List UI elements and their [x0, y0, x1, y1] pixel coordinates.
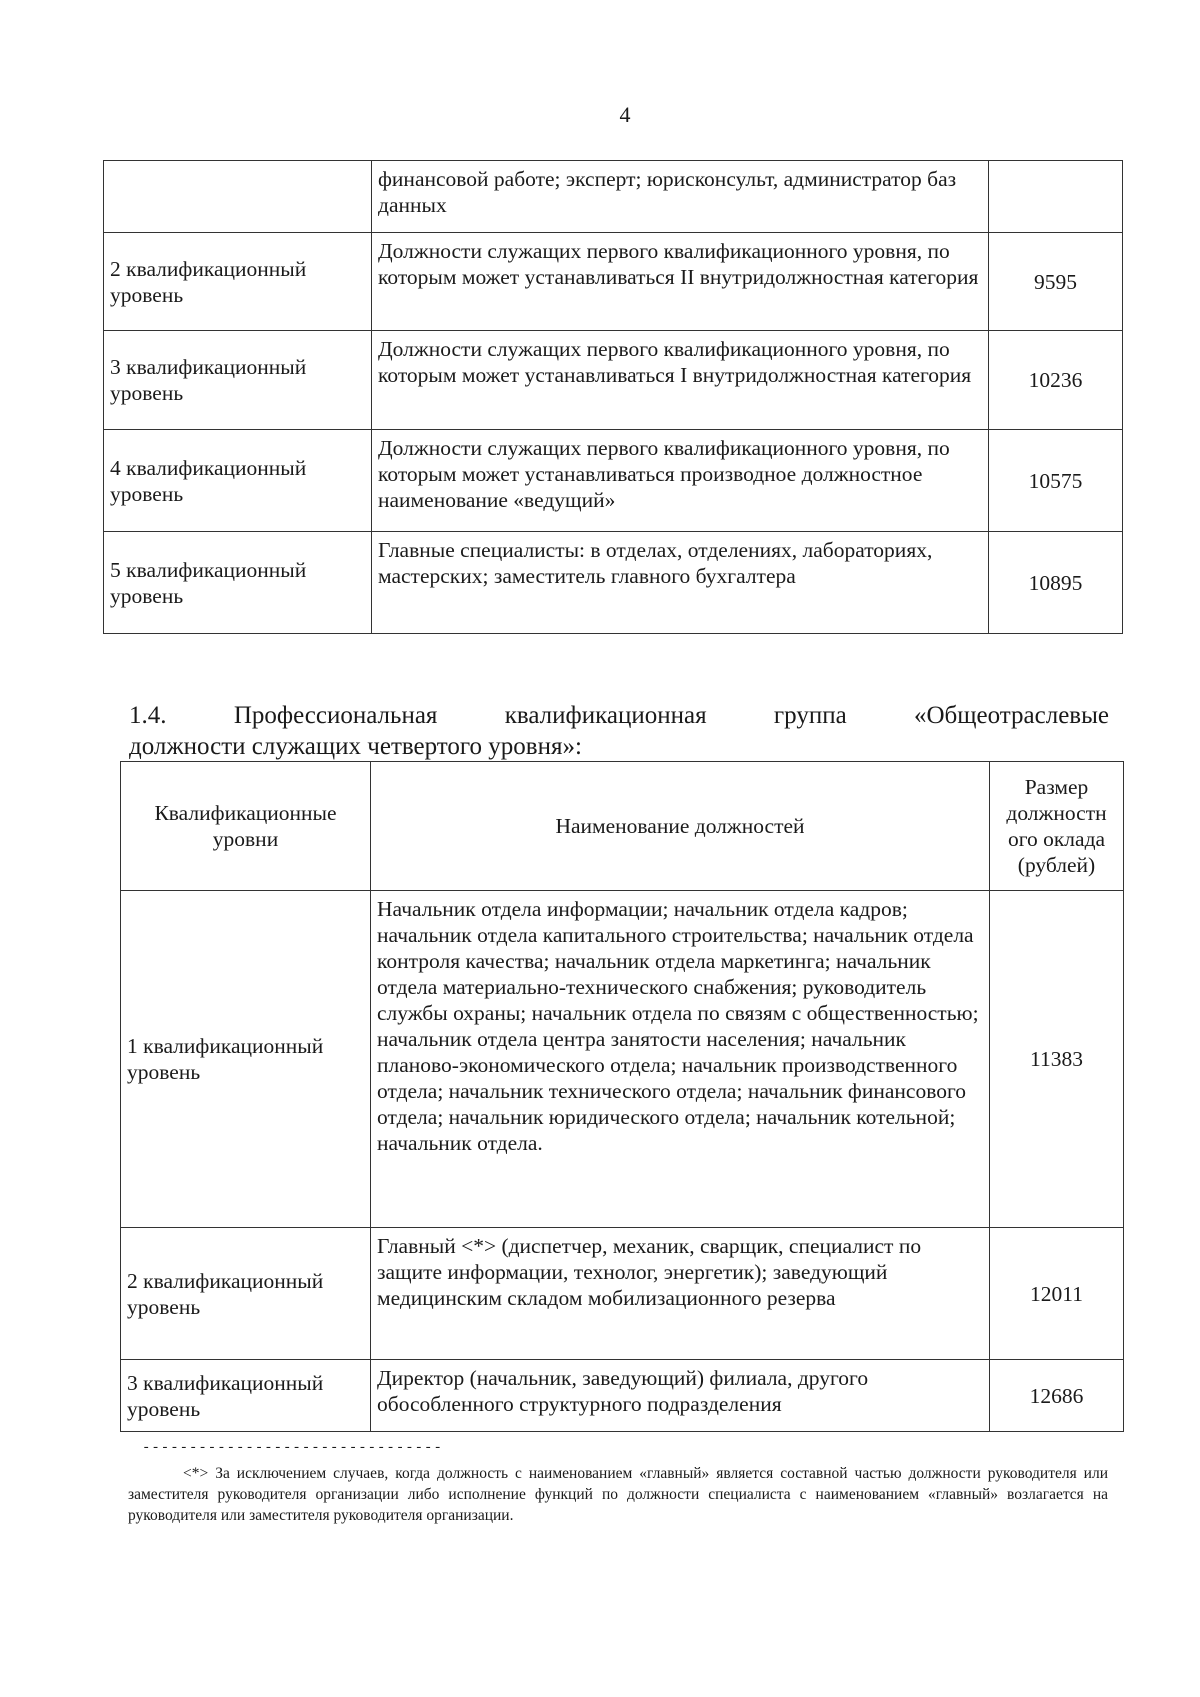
salary-cell [989, 161, 1123, 233]
level-cell: 2 квалификационный уровень [104, 233, 372, 331]
level-cell [104, 161, 372, 233]
section-heading: 1.4. Профессиональная квалификационная группа «Общеотраслевые [129, 702, 1109, 729]
level-cell: 4 квалификационный уровень [104, 430, 372, 532]
footnote: <*> За исключением случаев, когда должность с наименованием «главный» является составной частью должности руководителя или заместителя руководителя организации либо исполнение функций по должности специалиста с наименованием «главный» возлагается на руководителя или заместителя руководителя организации. [128, 1465, 1108, 1524]
level-cell: 2 квалификационный уровень [121, 1228, 371, 1360]
positions-cell: Главные специалисты: в отделах, отделениях, лабораториях, мастерских; заместитель главного бухгалтера [372, 532, 989, 634]
positions-cell: Главный <*> (диспетчер, механик, сварщик, специалист по защите информации, технолог, энергетик); заведующий медицинским складом мобилизационного резерва [371, 1228, 990, 1360]
section-heading-continuation: должности служащих четвертого уровня»: [129, 733, 582, 760]
table-row [104, 161, 1123, 233]
positions-cell: Должности служащих первого квалификационного уровня, по которым может устанавливаться производное должностное наименование «ведущий» [372, 430, 989, 532]
salary-table-fourth-level [120, 761, 1124, 1432]
level-cell: 3 квалификационный уровень [104, 331, 372, 430]
level-cell: 1 квалификационный уровень [121, 891, 371, 1228]
positions-cell: Директор (начальник, заведующий) филиала, другого обособленного структурного подразделения [371, 1360, 990, 1432]
positions-cell: Начальник отдела информации; начальник отдела кадров; начальник отдела капитального строительства; начальник отдела контроля качества; начальник отдела маркетинга; начальник отдела материально-технического снабжения; руководитель службы охраны; начальник отдела по связям с общественностью; начальник отдела центра занятости населения; начальник планово-экономического отдела; начальник производственного отдела; начальник технического отдела; начальник финансового отдела; начальник юридического отдела; начальник котельной; начальник отдела. [371, 891, 990, 1228]
header-salary: Размер должностн ого оклада (рублей) [990, 762, 1124, 891]
salary-cell: 10236 [989, 331, 1123, 430]
table-row [104, 430, 1123, 532]
positions-cell: Должности служащих первого квалификационного уровня, по которым может устанавливаться II внутридолжностная категория [372, 233, 989, 331]
salary-cell: 10895 [989, 532, 1123, 634]
table-header-row [121, 762, 1124, 891]
table-row [121, 1228, 1124, 1360]
table-row [121, 891, 1124, 1228]
salary-cell: 12011 [990, 1228, 1124, 1360]
header-positions: Наименование должностей [371, 762, 990, 891]
table-row [104, 233, 1123, 331]
table-row [104, 532, 1123, 634]
positions-cell: Должности служащих первого квалификационного уровня, по которым может устанавливаться I внутридолжностная категория [372, 331, 989, 430]
footnote-separator: -------------------------------- [142, 1440, 443, 1456]
positions-cell: финансовой работе; эксперт; юрисконсульт, администратор баз данных [372, 161, 989, 233]
header-levels: Квалификационные уровни [121, 762, 371, 891]
table-row [104, 331, 1123, 430]
level-cell: 5 квалификационный уровень [104, 532, 372, 634]
table-row [121, 1360, 1124, 1432]
salary-cell: 9595 [989, 233, 1123, 331]
salary-cell: 10575 [989, 430, 1123, 532]
level-cell: 3 квалификационный уровень [121, 1360, 371, 1432]
salary-table-continued [103, 160, 1123, 634]
salary-cell: 11383 [990, 891, 1124, 1228]
salary-cell: 12686 [990, 1360, 1124, 1432]
page-number: 4 [619, 102, 631, 127]
